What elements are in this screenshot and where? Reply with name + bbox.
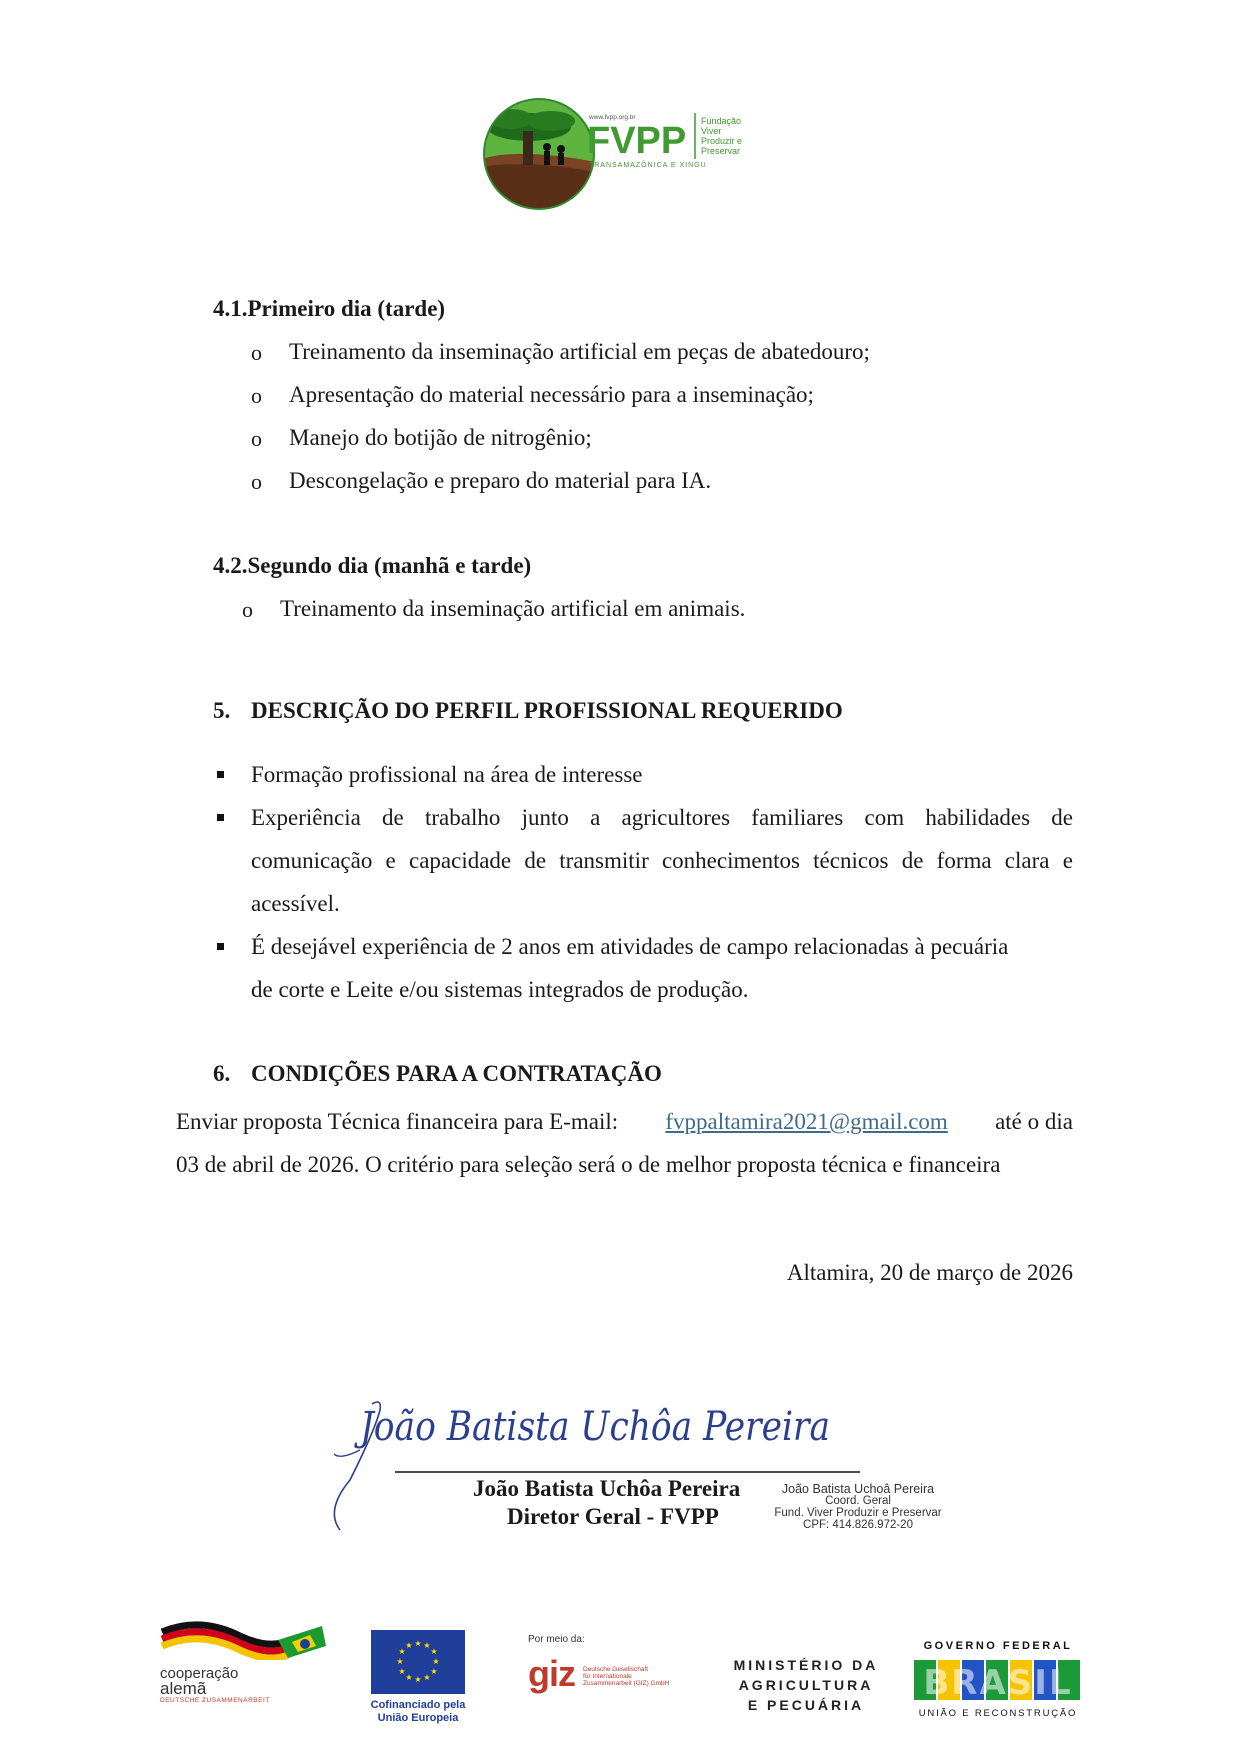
giz-line: für Internationale — [583, 1673, 632, 1680]
cooperacao-line-3: DEUTSCHE ZUSAMMENARBEIT — [160, 1697, 270, 1704]
logo-tagline: TRANSAMAZÔNICA E XINGU — [589, 162, 707, 169]
section-4-1-item: Descongelação e preparo do material para IA. — [289, 468, 712, 493]
flag-ribbon-icon — [160, 1618, 330, 1660]
svg-text:★: ★ — [423, 1641, 431, 1650]
place-date: Altamira, 20 de março de 2026 — [786, 1260, 1073, 1285]
signature-text: João Batista Uchôa Pereira — [353, 1404, 830, 1450]
svg-text:★: ★ — [398, 1667, 406, 1676]
line-text: comunicação e capacidade de transmitir conhecimentos técnicos de forma clara e — [251, 848, 1073, 873]
justified-line — [251, 839, 1073, 882]
giz-wordmark: giz — [528, 1653, 575, 1694]
line-text: de corte e Leite e/ou sistemas integrados de produção. — [251, 977, 749, 1002]
justified-line — [251, 796, 1073, 839]
square-bullet-icon — [217, 814, 224, 821]
logo-acronym: FVPP — [587, 120, 687, 162]
svg-text:★: ★ — [432, 1657, 440, 1666]
hollow-bullet-icon: o — [242, 597, 253, 622]
line-text: acessível. — [251, 891, 340, 916]
fvpp-logo — [481, 97, 781, 212]
section-5-bullet-2 — [251, 796, 1073, 925]
email-link[interactable]: fvppaltamira2021@gmail.com — [665, 1109, 948, 1134]
square-bullet-icon — [217, 943, 224, 950]
stamp-line: CPF: 414.826.972-20 — [803, 1519, 913, 1531]
svg-text:★: ★ — [430, 1647, 438, 1656]
stamp — [773, 1483, 943, 1531]
eu-line-1: Cofinanciado pela — [370, 1699, 466, 1711]
ministerio-logo — [726, 1655, 886, 1715]
svg-text:★: ★ — [398, 1647, 406, 1656]
hollow-bullet-icon: o — [251, 469, 262, 494]
fvpp-emblem-icon — [481, 97, 781, 212]
svg-text:★: ★ — [405, 1673, 413, 1682]
brasil-wordmark-icon — [908, 1654, 1088, 1706]
section-6-number: 6. — [213, 1061, 231, 1086]
hollow-bullet-icon: o — [251, 340, 262, 365]
giz-logo — [528, 1634, 708, 1706]
square-bullet-icon — [217, 771, 224, 778]
ministerio-line: E PECUÁRIA — [747, 1697, 865, 1713]
logo-url: www.fvpp.org.br — [589, 114, 636, 121]
cooperacao-line-2: alemã — [160, 1679, 207, 1698]
svg-text:★: ★ — [405, 1641, 413, 1650]
svg-text:★: ★ — [396, 1657, 404, 1666]
svg-text:★: ★ — [414, 1675, 422, 1684]
paragraph-line-2: 03 de abril de 2026. O critério para seleção será o de melhor proposta técnica e financeira — [176, 1152, 1001, 1177]
section-4-1-item: Manejo do botijão de nitrogênio; — [289, 425, 592, 450]
section-4-2-title: 4.2.Segundo dia (manhã e tarde) — [213, 553, 532, 578]
stamp-line: João Batista Uchoâ Pereira — [781, 1482, 935, 1496]
gov-word: BRASIL — [923, 1663, 1073, 1703]
line-text: É desejável experiência de 2 anos em atividades de campo relacionadas à pecuária — [251, 934, 1009, 959]
cooperacao-line-1: cooperação — [160, 1665, 239, 1682]
section-5-title: DESCRIÇÃO DO PERFIL PROFISSIONAL REQUERIDO — [251, 698, 843, 723]
ministerio-line: MINISTÉRIO DA — [733, 1657, 879, 1673]
section-5-number: 5. — [213, 698, 231, 723]
giz-line: Deutsche Gesellschaft — [583, 1666, 649, 1673]
svg-text:★: ★ — [414, 1639, 422, 1648]
section-4-2-item: Treinamento da inseminação artificial em animais. — [280, 596, 746, 621]
giz-intro: Por meio da: — [528, 1634, 585, 1645]
stamp-line: Fund. Viver Produzir e Preservar — [774, 1507, 942, 1519]
stamp-line: Coord. Geral — [825, 1495, 891, 1507]
logo-name-line-1: Fundação — [701, 116, 742, 126]
line-text: até o dia — [995, 1109, 1073, 1134]
paragraph-line-1 — [176, 1100, 1073, 1143]
eu-logo — [368, 1630, 468, 1724]
section-6-paragraph — [176, 1100, 1073, 1186]
section-5-bullet-1: Formação profissional na área de interesse — [251, 762, 643, 787]
logo-name-line-3: Produzir e — [701, 136, 743, 146]
giz-line: Zusammenarbeit (GIZ) GmbH — [583, 1680, 670, 1687]
section-5-bullet-3 — [251, 925, 1073, 1011]
eu-line-2: União Europeia — [377, 1712, 459, 1724]
section-4-1-item: Treinamento da inseminação artificial em peças de abatedouro; — [289, 339, 870, 364]
ministerio-line: AGRICULTURA — [738, 1677, 874, 1693]
section-4-1-item: Apresentação do material necessário para a inseminação; — [289, 382, 814, 407]
signatory-role: Diretor Geral - FVPP — [507, 1504, 719, 1529]
logo-name-line-4: Preservar — [701, 146, 741, 156]
governo-federal-logo — [908, 1640, 1088, 1719]
logo-name-line-2: Viver — [701, 126, 722, 136]
section-4-1-title: 4.1.Primeiro dia (tarde) — [213, 296, 446, 321]
signatory-name: João Batista Uchôa Pereira — [473, 1476, 741, 1501]
gov-bottom: UNIÃO E RECONSTRUÇÃO — [918, 1708, 1078, 1719]
hollow-bullet-icon: o — [251, 426, 262, 451]
line-text: Experiência de trabalho junto a agricultores familiares com habilidades de — [251, 805, 1073, 830]
section-6-title: CONDIÇÕES PARA A CONTRATAÇÃO — [251, 1061, 662, 1086]
line-text: Enviar proposta Técnica financeira para E-mail: — [176, 1109, 619, 1134]
svg-text:★: ★ — [430, 1667, 438, 1676]
eu-flag-icon — [371, 1630, 465, 1694]
gov-top: GOVERNO FEDERAL — [923, 1640, 1073, 1652]
svg-text:★: ★ — [423, 1673, 431, 1682]
hollow-bullet-icon: o — [251, 383, 262, 408]
cooperacao-alema-logo — [160, 1618, 330, 1704]
